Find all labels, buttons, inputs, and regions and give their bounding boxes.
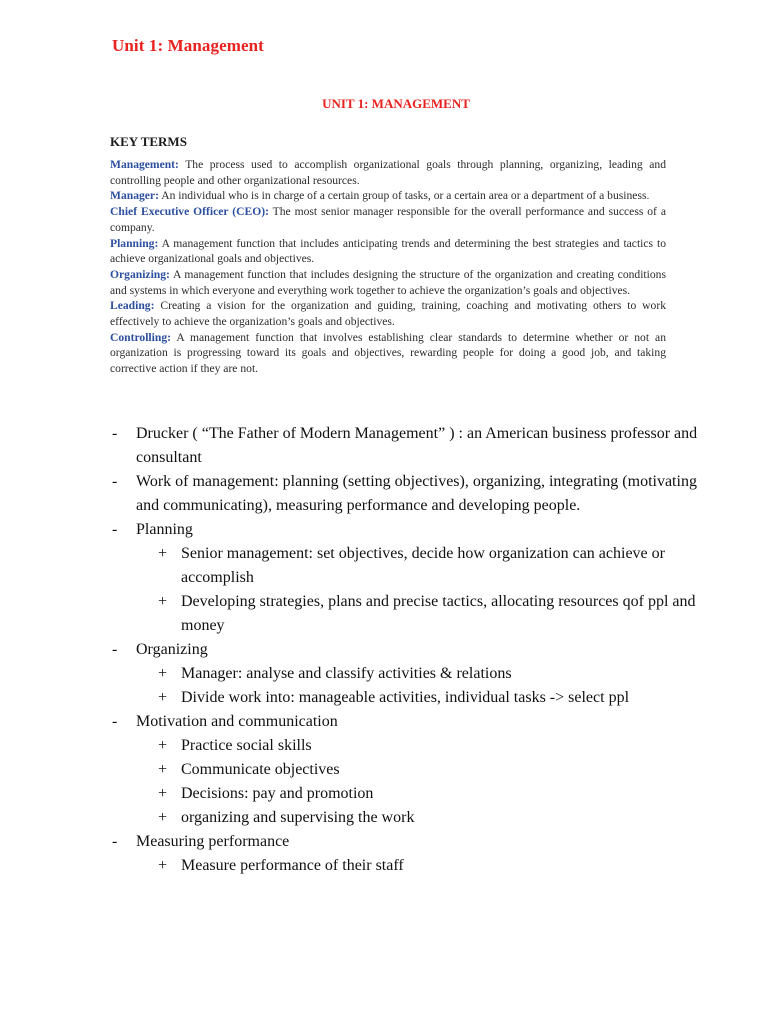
sub-list-item: + Senior management: set objectives, decide how organization can achieve or accomplish: [112, 542, 712, 590]
plus-bullet: +: [158, 665, 168, 682]
plus-bullet: +: [158, 809, 168, 826]
list-item: - Motivation and communication: [112, 710, 712, 734]
list-item: - Planning: [112, 518, 712, 542]
plus-bullet: +: [158, 737, 168, 754]
plus-bullet: +: [158, 593, 168, 610]
dash-bullet: -: [112, 473, 118, 490]
list-item: - Organizing: [112, 638, 712, 662]
sub-list-item: + Decisions: pay and promotion: [112, 782, 712, 806]
sub-list-item: + Manager: analyse and classify activities & relations: [112, 662, 712, 686]
plus-bullet: +: [158, 761, 168, 778]
term-organizing: Organizing: A management function that includes designing the structure of the organization and creating conditions and systems in which everyone and everything work together to achieve the organization’s goals and objectives.: [110, 267, 666, 297]
list-item: - Work of management: planning (setting objectives), organizing, integrating (motivating and communicating), measuring performance and developing people.: [112, 470, 712, 518]
term-manager: Manager: An individual who is in charge of a certain group of tasks, or a certain area or a department of a business.: [110, 189, 650, 203]
dash-bullet: -: [112, 425, 118, 442]
sub-list-item: + Developing strategies, plans and precise tactics, allocating resources qof ppl and money: [112, 590, 712, 638]
page-title: Unit 1: Management: [112, 36, 264, 55]
sub-list-item: + Divide work into: manageable activities, individual tasks -> select ppl: [112, 686, 712, 710]
scanned-key-terms-image: [108, 96, 668, 377]
key-terms-heading: KEY TERMS: [110, 134, 187, 149]
dash-bullet: -: [112, 833, 118, 850]
sub-list-item: + Measure performance of their staff: [112, 854, 712, 878]
term-leading: Leading: Creating a vision for the organization and guiding, training, coaching and motivating others to work effectively to achieve the organization’s goals and objectives.: [110, 299, 666, 329]
dash-bullet: -: [112, 641, 118, 658]
notes-list: [112, 422, 712, 878]
dash-bullet: -: [112, 521, 118, 538]
scan-title: UNIT 1: MANAGEMENT: [322, 96, 470, 111]
dash-bullet: -: [112, 713, 118, 730]
sub-list-item: + Communicate objectives: [112, 758, 712, 782]
list-item: - Measuring performance: [112, 830, 712, 854]
term-ceo: Chief Executive Officer (CEO): The most senior manager responsible for the overall performance and success of a company.: [110, 205, 666, 234]
plus-bullet: +: [158, 785, 168, 802]
plus-bullet: +: [158, 545, 168, 562]
plus-bullet: +: [158, 689, 168, 706]
term-management: Management: The process used to accomplish organizational goals through planning, organizing, leading and controlling people and other organizational resources.: [110, 158, 666, 187]
list-item: - Drucker ( “The Father of Modern Management” ) : an American business professor and consultant: [112, 422, 712, 470]
sub-list-item: + organizing and supervising the work: [112, 806, 712, 830]
term-controlling: Controlling: A management function that involves establishing clear standards to determine whether or not an organization is progressing toward its goals and objectives, rewarding people for doing a good job, and taking corrective action if they are not.: [110, 330, 666, 376]
term-planning: Planning: A management function that includes anticipating trends and determining the best strategies and tactics to achieve organizational goals and objectives.: [110, 236, 666, 266]
sub-list-item: + Practice social skills: [112, 734, 712, 758]
plus-bullet: +: [158, 857, 168, 874]
